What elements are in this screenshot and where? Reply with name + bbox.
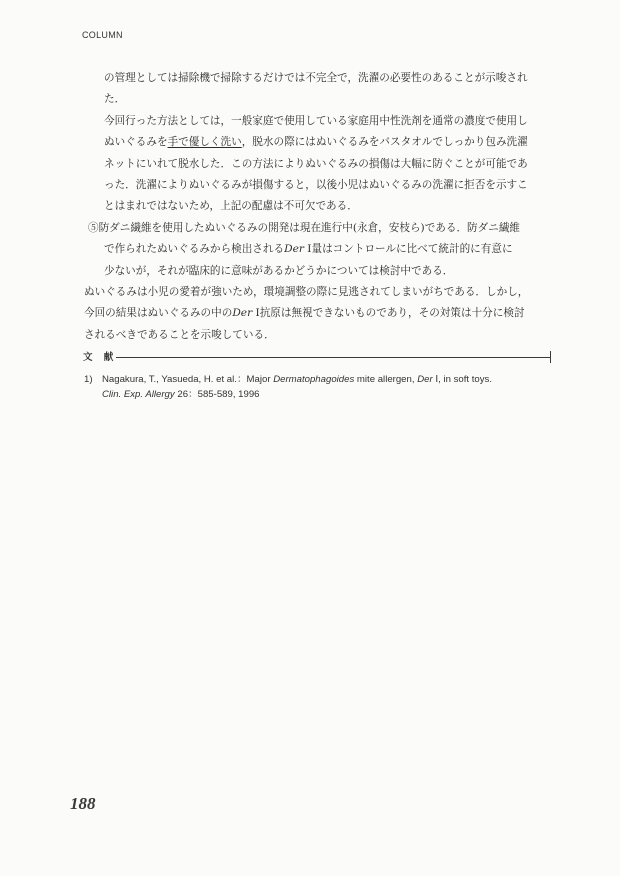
reference-number: 1) bbox=[84, 374, 93, 385]
page-number: 188 bbox=[70, 794, 96, 813]
running-header: COLUMN bbox=[82, 30, 123, 40]
text-line: の管理としては掃除機で掃除するだけでは不完全で，洗濯の必要性のあることが示唆され bbox=[104, 72, 528, 84]
text-line: ぬいぐるみは小児の愛着が強いため，環境調整の際に見逃されてしまいがちである．しかし， bbox=[84, 286, 529, 299]
text-line: ⑤防ダニ繊維を使用したぬいぐるみの開発は現在進行中(永倉，安枝ら)である．防ダニ繊維 bbox=[88, 221, 521, 234]
reference-journal: Clin. Exp. Allergy bbox=[102, 389, 175, 400]
italic-text: Der bbox=[417, 374, 433, 385]
references-heading bbox=[83, 349, 551, 363]
text-span: ：Major bbox=[236, 374, 274, 385]
text-line bbox=[84, 132, 554, 153]
heading-rule bbox=[116, 357, 550, 358]
body-text bbox=[84, 68, 554, 346]
reference-authors: Nagakura, T., Yasueda, H. et al. bbox=[102, 374, 237, 385]
text-span: mite allergen, bbox=[354, 374, 418, 385]
text-line: されるべきであることを示唆している． bbox=[84, 328, 275, 341]
reference-list bbox=[84, 372, 554, 402]
text-span: ぬいぐるみを bbox=[104, 136, 168, 149]
text-span: Ⅰ量はコントロールに比べて統計的に有意に bbox=[303, 243, 513, 256]
heading-rule-end bbox=[550, 351, 551, 363]
reference-volume-pages: 26：585-589, 1996 bbox=[174, 389, 260, 400]
text-span: Ⅰ, in soft toys. bbox=[432, 374, 493, 385]
text-line: とはまれではないため，上記の配慮は不可欠である． bbox=[104, 200, 358, 213]
text-line: った．洗濯によりぬいぐるみが損傷すると，以後小児はぬいぐるみの洗濯に拒否を示すこ bbox=[104, 179, 528, 192]
text-span: で作られたぬいぐるみから検出される bbox=[104, 243, 285, 256]
underlined-text: 手で優しく洗い bbox=[167, 136, 242, 149]
text-span: 今回の結果はぬいぐるみの中の bbox=[84, 307, 233, 320]
text-line: 少ないが，それが臨床的に意味があるかどうかについては検討中である． bbox=[104, 264, 454, 277]
text-line bbox=[84, 239, 554, 260]
reference-item bbox=[84, 372, 554, 402]
italic-text: Der bbox=[284, 243, 304, 256]
text-span: Ⅰ抗原は無視できないものであり，その対策は十分に検討 bbox=[252, 307, 525, 320]
italic-text: Dermatophagoides bbox=[273, 374, 355, 385]
text-line: ネットにいれて脱水した．この方法によりぬいぐるみの損傷は大幅に防ぐことが可能であ bbox=[104, 157, 528, 170]
text-line bbox=[84, 303, 554, 324]
references-label: 文 献 bbox=[83, 352, 118, 363]
text-span: ，脱水の際にはぬいぐるみをバスタオルでしっかり包み洗濯 bbox=[241, 136, 528, 149]
text-line: 今回行った方法としては，一般家庭で使用している家庭用中性洗剤を通常の濃度で使用し bbox=[104, 114, 528, 127]
text-line: た． bbox=[104, 93, 126, 106]
italic-text: Der bbox=[232, 307, 253, 320]
